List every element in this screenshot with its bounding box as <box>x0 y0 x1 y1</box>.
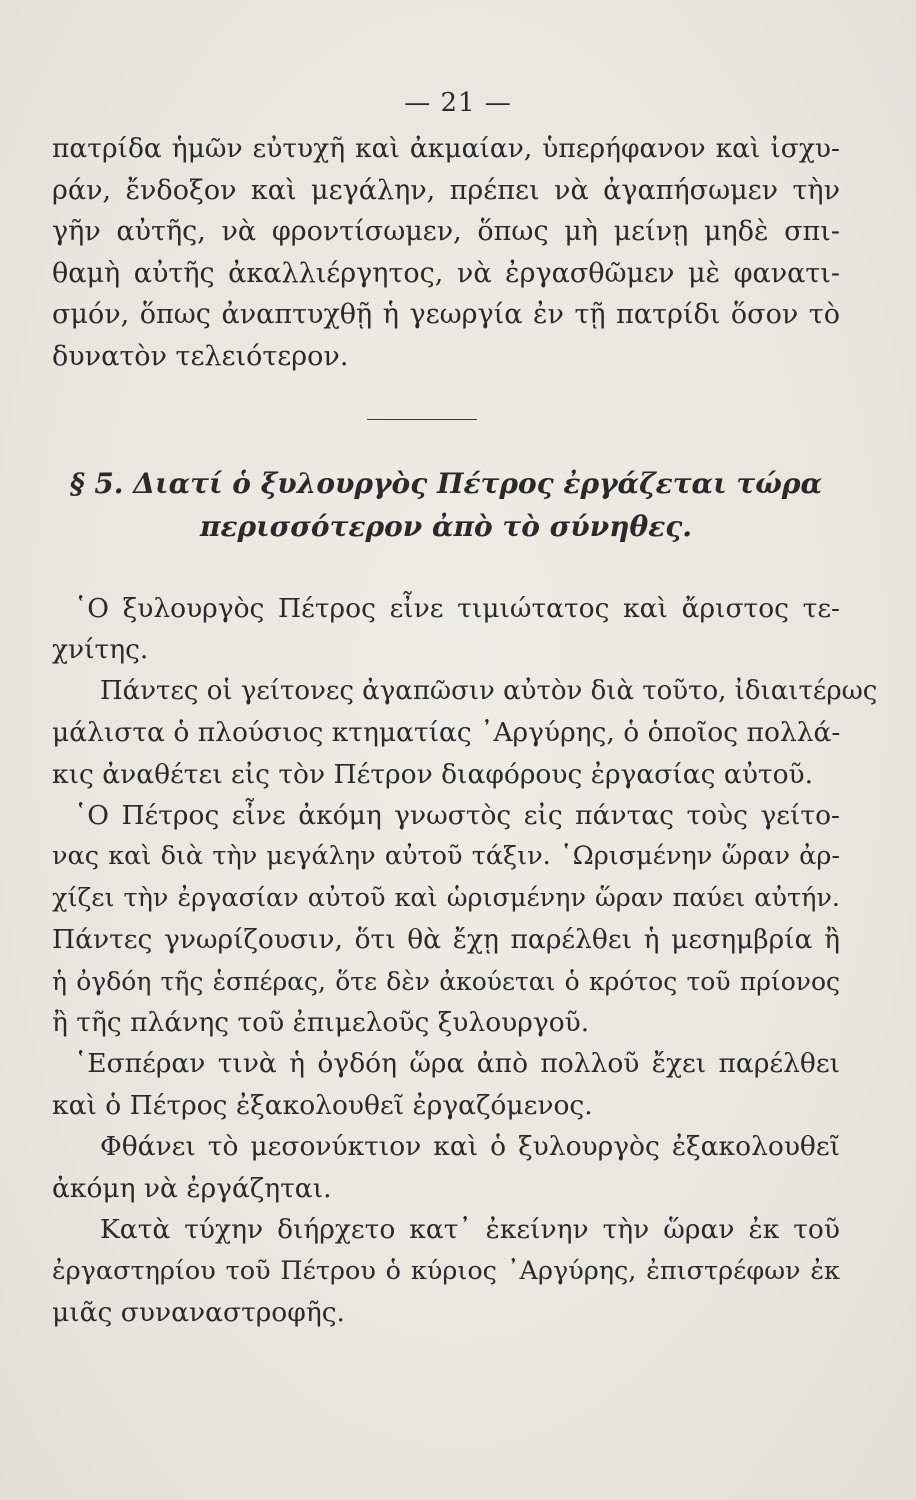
paragraph <box>52 795 840 836</box>
text-line: Φθάνει τὸ μεσονύκτιον καὶ ὁ ξυλουργὸς ἐξακολουθεῖ <box>100 1131 840 1163</box>
text-line: γῆν αὐτῆς, νὰ φροντίσωμεν, ὅπως μὴ μείνῃ μηδὲ σπι- <box>52 216 840 247</box>
section-heading-line: περισσότερον ἀπὸ τὸ σύνηθες. <box>199 510 693 543</box>
text-line: χνίτης. <box>52 634 149 666</box>
paragraph <box>52 1043 840 1084</box>
text-line: καὶ ὁ Πέτρος ἐξακολουθεῖ ἐργαζόμενος. <box>52 1089 593 1121</box>
section-heading-line: § 5. Διατί ὁ ξυλουργὸς Πέτρος ἐργάζεται τώρα <box>69 467 823 500</box>
paragraph <box>52 1168 840 1209</box>
text-line: χίζει τὴν ἐργασίαν αὐτοῦ καὶ ὡρισμένην ὥραν παύει αὐτήν. <box>52 882 840 913</box>
text-line: ῾Εσπέραν τινὰ ἡ ὀγδόη ὥρα ἀπὸ πολλοῦ ἔχει παρέλθει <box>74 1048 840 1080</box>
paragraph <box>52 836 840 1043</box>
paragraph <box>52 629 840 670</box>
text-line: ἀκόμη νὰ ἐργάζηται. <box>52 1172 332 1204</box>
text-line: ῾Ο Πέτρος εἶνε ἀκόμη γνωστὸς εἰς πάντας τοὺς γείτο- <box>74 800 840 832</box>
text-line: μάλιστα ὁ πλούσιος κτηματίας ᾿Αργύρης, ὁ ὁποῖος πολλά- <box>52 717 841 749</box>
section-body <box>52 588 878 1333</box>
text-line: ἡ ὀγδόη τῆς ἑσπέρας, ὅτε δὲν ἀκούεται ὁ κρότος τοῦ πρίονος <box>52 966 840 996</box>
paragraph <box>52 712 840 795</box>
text-line: ῾Ο ξυλουργὸς Πέτρος εἶνε τιμιώτατος καὶ ἄριστος τε- <box>74 593 840 624</box>
paragraph <box>52 1251 840 1334</box>
paragraph <box>52 1126 840 1167</box>
paragraph <box>52 1085 840 1126</box>
text-line: σμόν, ὅπως ἀναπτυχθῇ ἡ γεωργία ἐν τῇ πατρίδι ὅσον τὸ <box>52 299 840 330</box>
text-line: κις ἀναθέτει εἰς τὸν Πέτρον διαφόρους ἐργασίας αὐτοῦ. <box>52 758 814 790</box>
text-line: δυνατὸν τελειότερον. <box>52 340 349 372</box>
text-line: ἢ τῆς πλάνης τοῦ ἐπιμελοῦς ξυλουργοῦ. <box>52 1007 590 1039</box>
text-line: νας καὶ διὰ τὴν μεγάλην αὐτοῦ τάξιν. ῾Ωρισμένην ὥραν ἀρ- <box>52 841 840 872</box>
text-line: Κατὰ τύχην διήρχετο κατ᾿ ἐκείνην τὴν ὥραν ἐκ τοῦ <box>100 1214 840 1246</box>
paragraph <box>52 671 878 712</box>
section-heading <box>52 462 840 548</box>
text-line: θαμὴ αὐτῆς ἀκαλλιέργητος, νὰ ἐργασθῶμεν μὲ φανατι- <box>52 257 840 289</box>
paragraph <box>52 1209 840 1250</box>
text-line: μιᾶς συναναστροφῆς. <box>52 1296 345 1328</box>
text-line: ἐργαστηρίου τοῦ Πέτρου ὁ κύριος ᾿Αργύρης, ἐπιστρέφων ἐκ <box>52 1255 840 1286</box>
text-line: ράν, ἔνδοξον καὶ μεγάλην, πρέπει νὰ ἀγαπήσωμεν τὴν <box>52 174 840 206</box>
text-line: Πάντες οἱ γείτονες ἀγαπῶσιν αὐτὸν διὰ τοῦτο, ἰδιαιτέρως <box>100 675 878 706</box>
intro-paragraph <box>52 128 840 377</box>
paragraph <box>52 588 840 629</box>
text-line: Πάντες γνωρίζουσιν, ὅτι θὰ ἔχῃ παρέλθει ἡ μεσημβρία ἢ <box>52 924 840 956</box>
page-number: — 21 — <box>404 88 512 118</box>
text-line: πατρίδα ἡμῶν εὐτυχῆ καὶ ἀκμαίαν, ὑπερήφανον καὶ ἰσχυ- <box>52 133 840 164</box>
section-divider <box>367 419 477 420</box>
